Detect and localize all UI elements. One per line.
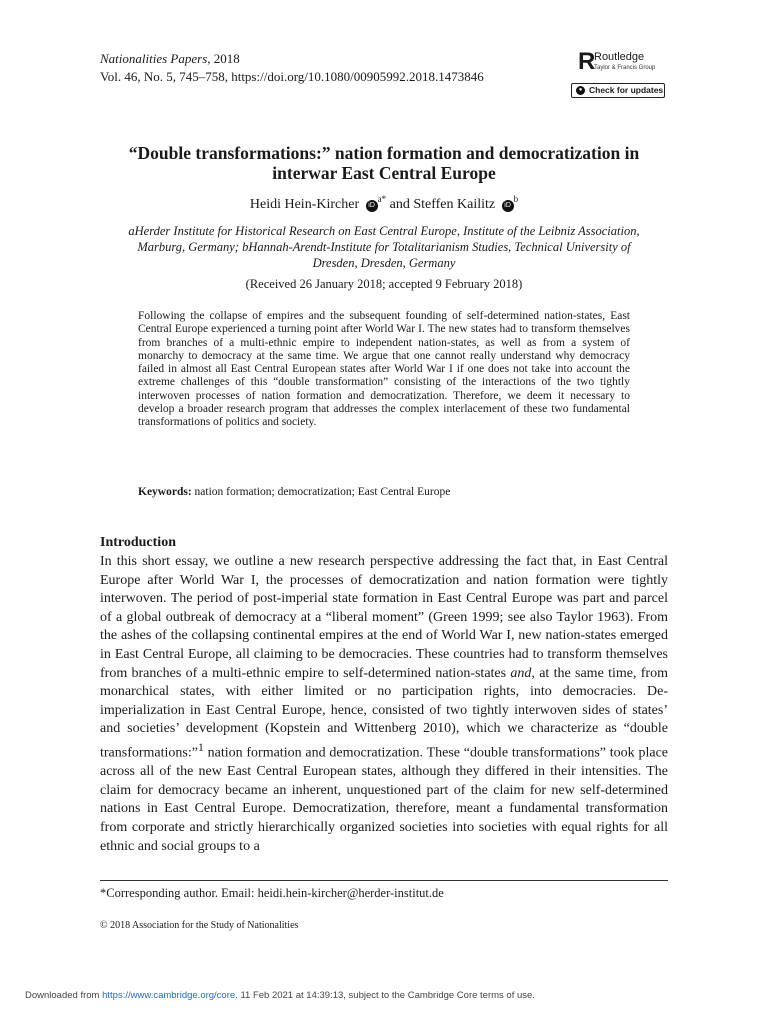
body-text: In this short essay, we outline a new research perspective addressing the fact that, in East Central Europe after World War I, the processes of democratization and nation formation were tightly interwoven. The period of post-imperial state formation in East Central Europe was part and parcel of a global outbreak of democracy at a “liberal moment” (Green 1999; see also Taylor 1963). From the ashes of the collapsing continental empires at the end of World War I, new nation-states emerged in East Central Europe, all claiming to be democracies. These countries had to transform themselves from branches of a multi-ethnic empire to self-determined nation-states xyxy=(100,554,668,681)
body-text: nation formation and democratization. These “double transformations” took place across all of the new East Central European states, although they differed in their intensities. The claim for democracy became an inherent, unquestioned part of the claim for new self-determined nations in East Central Europe. Democratization, therefore, meant a fundamental transformation from corporate and strictly hierarchically organized societies into societies with equal rights for all ethnic and social groups to a xyxy=(100,745,668,854)
affiliation-line: Dresden, Dresden, Germany xyxy=(312,256,456,270)
received-dates: (Received 26 January 2018; accepted 9 February 2018) xyxy=(245,277,523,291)
corresponding-author-note: *Corresponding author. Email: heidi.hein-kircher@herder-institut.de xyxy=(100,886,444,900)
publisher-name: Routledge xyxy=(594,51,645,63)
author-conjunction: and xyxy=(389,197,410,212)
body-emphasis: and xyxy=(510,665,532,681)
download-notice xyxy=(25,990,535,1001)
cambridge-core-link[interactable]: https://www.cambridge.org/core xyxy=(102,990,236,1001)
article-title xyxy=(100,143,668,183)
download-suffix: . 11 Feb 2021 at 14:39:13, subject to the Cambridge Core terms of use. xyxy=(235,990,535,1001)
title-line-2: interwar East Central Europe xyxy=(272,163,496,183)
affiliations xyxy=(100,223,668,271)
publisher-group: Taylor & Francis Group xyxy=(594,65,656,71)
body-text: , at the same time, from monarchical states, with either limited or no participation rights, into democracies. De-imperialization in East Central Europe, hence, consisted of two tightly interwoven sides of states’ and societies’ development (Kopstein and Wittenberg 2010), which we characterize as “double transformations:” xyxy=(100,665,668,761)
keywords-list: nation formation; democratization; East Central Europe xyxy=(194,486,451,498)
bookmark-icon: ● xyxy=(576,86,585,95)
journal-name: Nationalities Papers xyxy=(100,51,208,66)
keywords-label: Keywords: xyxy=(138,486,192,498)
section-heading: Introduction xyxy=(100,535,176,550)
journal-volume: Vol. 46, No. 5, 745–758, https://doi.org/10.1080/00905992.2018.1473846 xyxy=(100,69,484,84)
author-name: Heidi Hein-Kircher xyxy=(249,197,360,212)
orcid-icon[interactable]: iD xyxy=(366,200,378,212)
affiliation-line: Marburg, Germany; bHannah-Arendt-Institute for Totalitarianism Studies, Technical University of xyxy=(137,240,631,254)
author-sup: a* xyxy=(377,194,387,204)
journal-info xyxy=(100,50,484,86)
body-paragraph xyxy=(100,553,668,856)
copyright: © 2018 Association for the Study of Nationalities xyxy=(100,920,299,931)
author-sup: b xyxy=(513,194,519,204)
footnote-divider xyxy=(100,880,668,881)
abstract: Following the collapse of empires and the subsequent founding of self-determined nation-states, East Central Europe experienced a turning point after World War I. The new states had to transform themselves from branches of a multi-ethnic empire to independent nation-states, as well as from a system of monarchy to democracy at the same time. We argue that one cannot really understand why democracy failed in almost all East Central European states after World War I if one does not take into account the extreme challenges of this “double transformation” consisting of the interactions of the two tightly interwoven processes of nation formation and democratization. Therefore, we deem it necessary to develop a broader research program that addresses the complex interlacement of these two fundamental transformations of politics and society. xyxy=(138,310,630,429)
download-prefix: Downloaded from xyxy=(25,990,103,1001)
keywords xyxy=(138,486,630,498)
check-updates-button[interactable] xyxy=(571,83,665,98)
authors xyxy=(100,190,668,214)
journal-year: , 2018 xyxy=(207,51,240,66)
check-updates-label: Check for updates xyxy=(589,85,664,95)
author-name: Steffen Kailitz xyxy=(413,197,496,212)
affiliation-line: aHerder Institute for Historical Research on East Central Europe, Institute of the Leibniz Association, xyxy=(128,224,640,238)
footnote-marker[interactable]: 1 xyxy=(197,740,204,754)
publisher-logo xyxy=(578,50,678,78)
title-line-1: “Double transformations:” nation formation and democratization in xyxy=(128,143,640,163)
routledge-icon: R xyxy=(578,48,596,75)
orcid-icon[interactable]: iD xyxy=(502,200,514,212)
